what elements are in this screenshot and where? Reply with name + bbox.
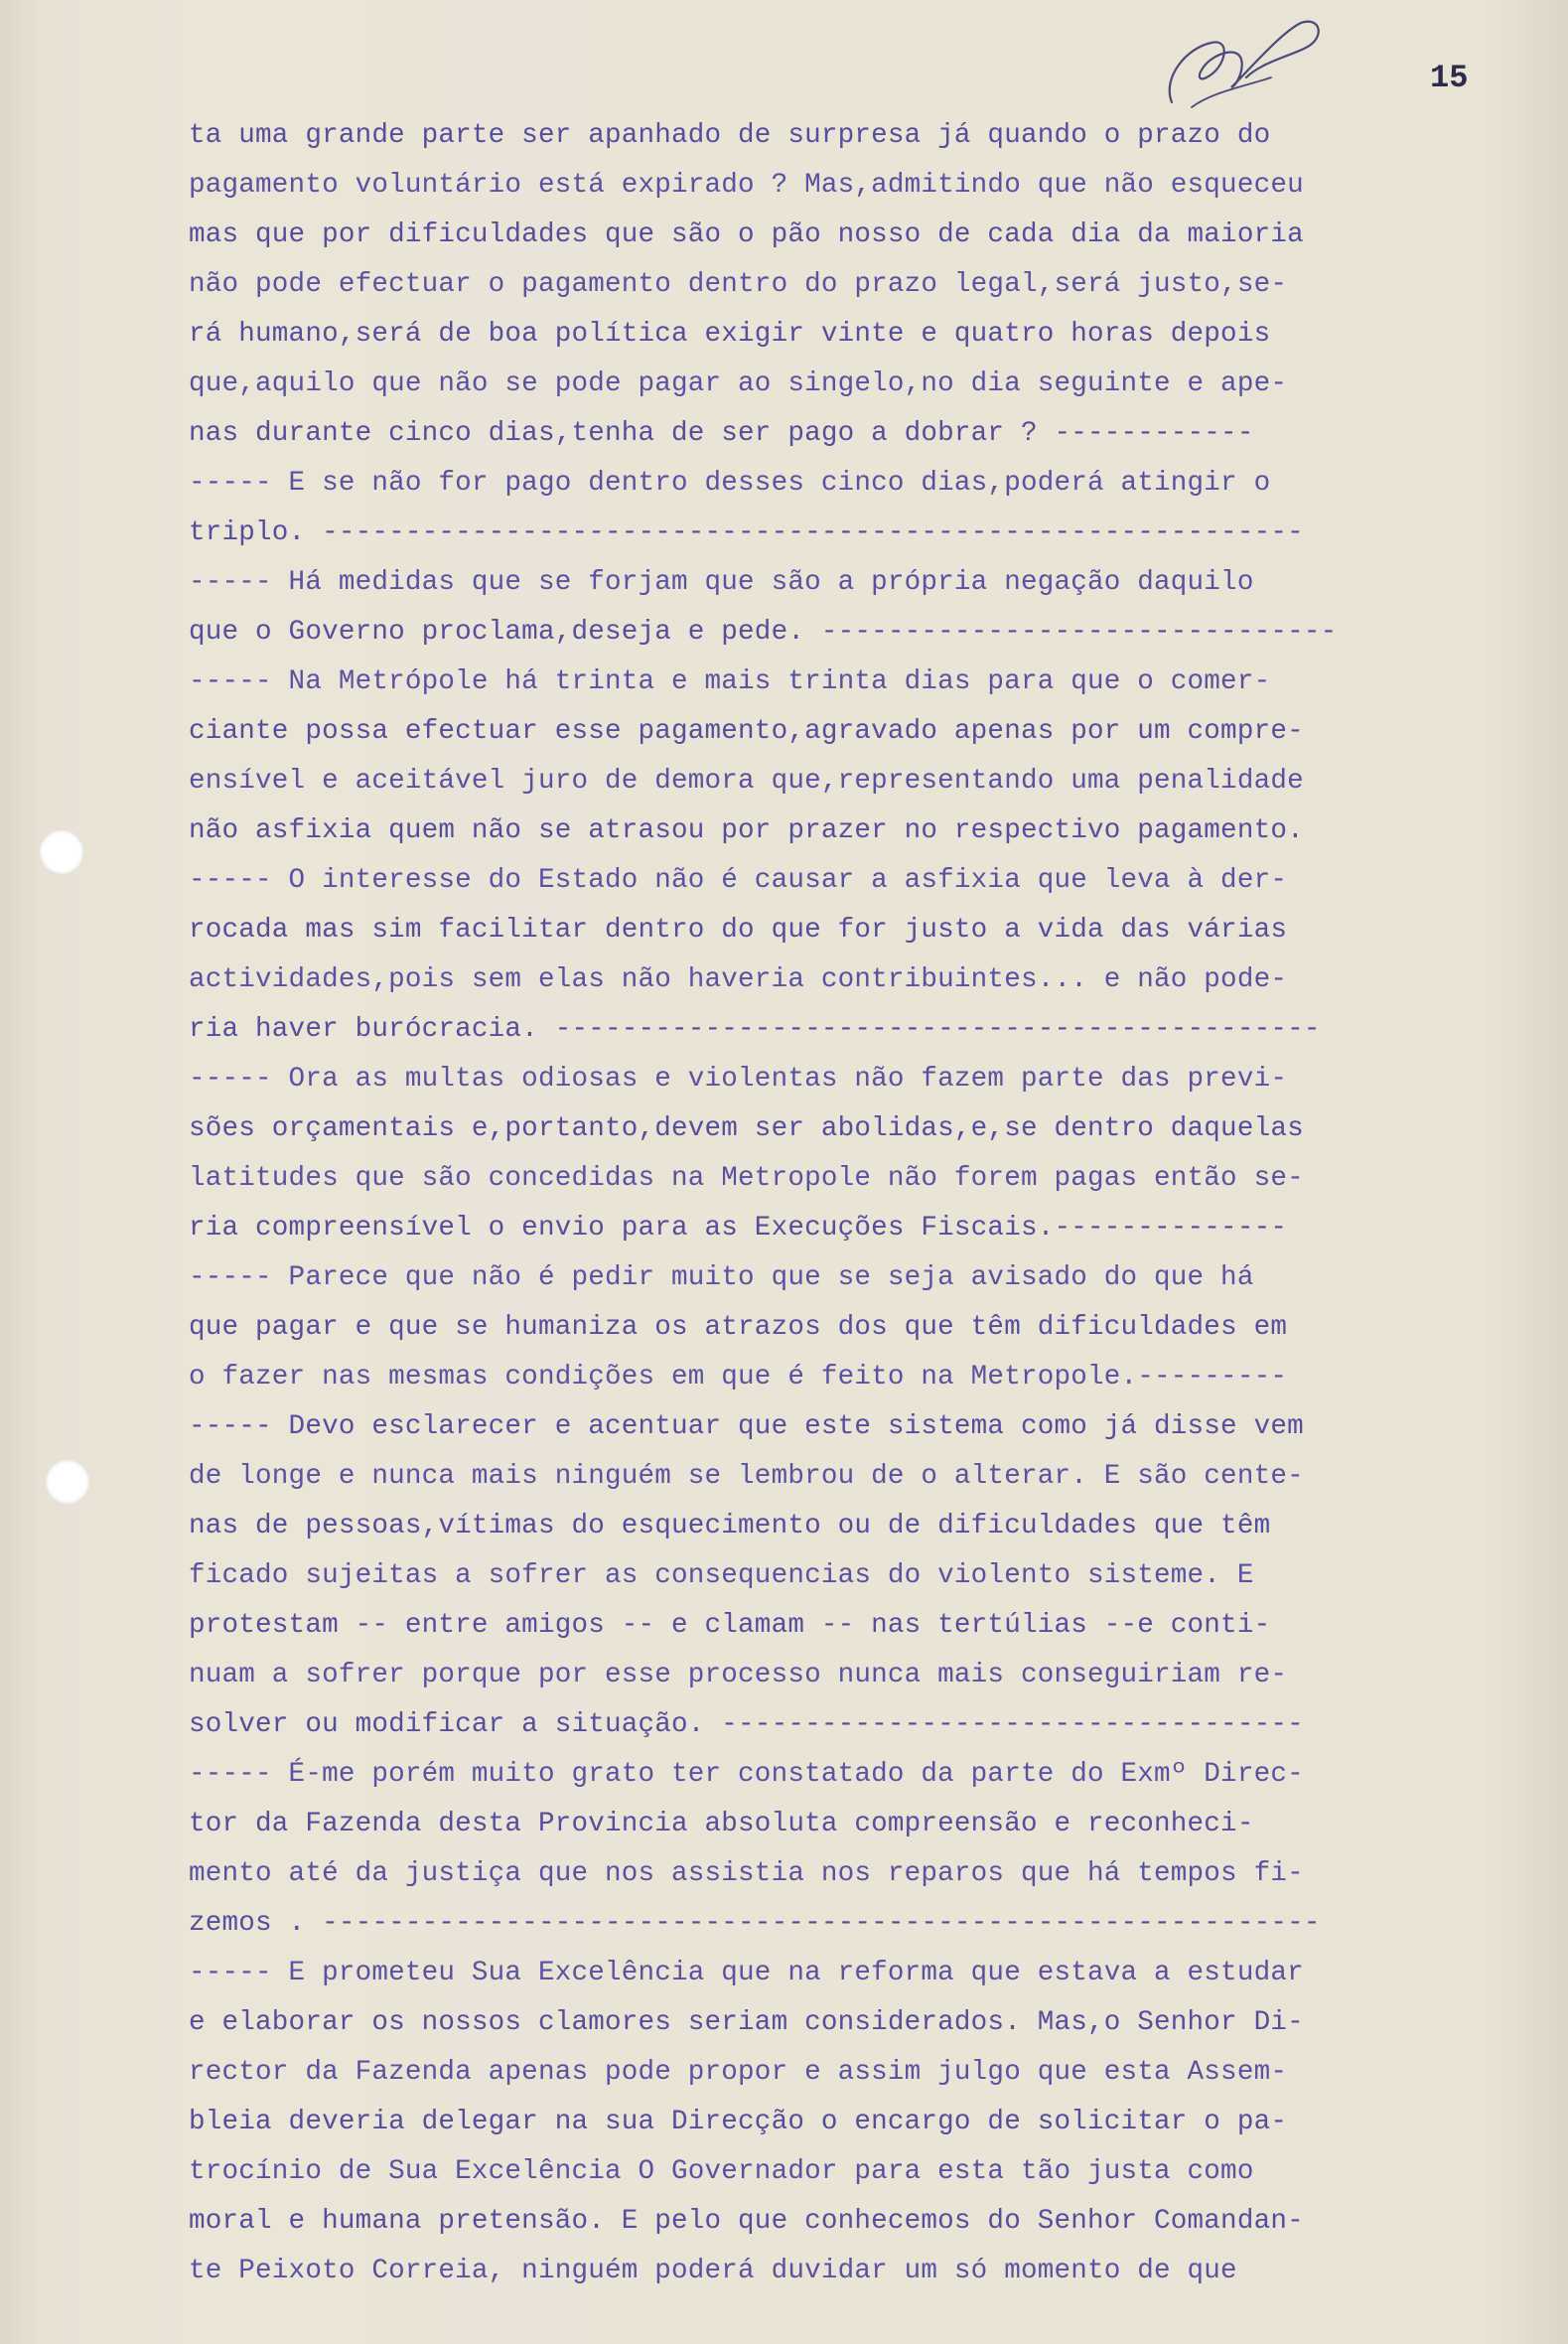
text-line: trocínio de Sua Excelência O Governador para esta tão justa como: [189, 2156, 1254, 2187]
text-line: não pode efectuar o pagamento dentro do prazo legal,será justo,se-: [189, 269, 1288, 300]
text-line: mento até da justiça que nos assistia nos reparos que há tempos fi-: [189, 1858, 1304, 1889]
text-line: moral e humana pretensão. E pelo que conhecemos do Senhor Comandan-: [189, 2206, 1304, 2237]
text-line: ----- Há medidas que se forjam que são a própria negação daquilo: [189, 567, 1254, 598]
text-line: protestam -- entre amigos -- e clamam -- nas tertúlias --e conti-: [189, 1610, 1271, 1641]
text-line: solver ou modificar a situação. -----------------------------------: [189, 1709, 1304, 1740]
text-line: o fazer nas mesmas condições em que é feito na Metropole.---------: [189, 1362, 1288, 1392]
text-line: ----- O interesse do Estado não é causar a asfixia que leva à der-: [189, 865, 1288, 896]
text-line: tor da Fazenda desta Provincia absoluta compreensão e reconheci-: [189, 1809, 1254, 1839]
text-line: ----- É-me porém muito grato ter constatado da parte do Exmº Direc-: [189, 1759, 1304, 1790]
text-line: sões orçamentais e,portanto,devem ser abolidas,e,se dentro daquelas: [189, 1113, 1304, 1144]
text-line: ----- Parece que não é pedir muito que se seja avisado do que há: [189, 1262, 1254, 1293]
text-line: e elaborar os nossos clamores seriam considerados. Mas,o Senhor Di-: [189, 2007, 1304, 2038]
text-line: triplo. -----------------------------------------------------------: [189, 517, 1304, 548]
text-line: ta uma grande parte ser apanhado de surpresa já quando o prazo do: [189, 120, 1271, 151]
text-line: nas de pessoas,vítimas do esquecimento ou de dificuldades que têm: [189, 1511, 1271, 1541]
handwritten-signature-icon: [1132, 8, 1351, 127]
text-line: ciante possa efectuar esse pagamento,agravado apenas por um compre-: [189, 716, 1304, 747]
text-line: ----- Devo esclarecer e acentuar que este sistema como já disse vem: [189, 1411, 1304, 1442]
text-line: não asfixia quem não se atrasou por prazer no respectivo pagamento.: [189, 815, 1304, 846]
text-line: rocada mas sim facilitar dentro do que for justo a vida das várias: [189, 915, 1288, 946]
punch-hole-top: [40, 830, 83, 874]
text-line: ----- E se não for pago dentro desses cinco dias,poderá atingir o: [189, 468, 1271, 499]
text-line: rector da Fazenda apenas pode propor e assim julgo que esta Assem-: [189, 2057, 1288, 2088]
text-line: que,aquilo que não se pode pagar ao singelo,no dia seguinte e ape-: [189, 368, 1288, 399]
text-line: te Peixoto Correia, ninguém poderá duvidar um só momento de que: [189, 2256, 1237, 2286]
page-number: 15: [1430, 60, 1469, 96]
text-line: nas durante cinco dias,tenha de ser pago a dobrar ? ------------: [189, 418, 1254, 449]
text-line: ria compreensível o envio para as Execuções Fiscais.--------------: [189, 1213, 1288, 1244]
text-line: que o Governo proclama,deseja e pede. -------------------------------: [189, 617, 1338, 648]
text-line: ficado sujeitas a sofrer as consequencias do violento sisteme. E: [189, 1560, 1254, 1591]
typed-text-body: [189, 111, 1559, 2296]
text-line: ----- Ora as multas odiosas e violentas não fazem parte das previ-: [189, 1064, 1288, 1095]
text-line: actividades,pois sem elas não haveria contribuintes... e não pode-: [189, 964, 1288, 995]
text-line: ----- E prometeu Sua Excelência que na reforma que estava a estudar: [189, 1958, 1304, 1988]
text-line: ria haver burócracia. ----------------------------------------------: [189, 1014, 1321, 1045]
text-line: rá humano,será de boa política exigir vinte e quatro horas depois: [189, 319, 1271, 350]
text-line: que pagar e que se humaniza os atrazos dos que têm dificuldades em: [189, 1312, 1288, 1343]
text-line: pagamento voluntário está expirado ? Mas,admitindo que não esqueceu: [189, 170, 1304, 201]
text-line: zemos . ------------------------------------------------------------: [189, 1908, 1321, 1939]
text-line: nuam a sofrer porque por esse processo nunca mais conseguiriam re-: [189, 1660, 1288, 1690]
text-line: mas que por dificuldades que são o pão nosso de cada dia da maioria: [189, 220, 1304, 250]
text-line: ensível e aceitável juro de demora que,representando uma penalidade: [189, 766, 1304, 797]
text-line: de longe e nunca mais ninguém se lembrou de o alterar. E são cente-: [189, 1461, 1304, 1492]
punch-hole-bottom: [46, 1460, 89, 1504]
text-line: latitudes que são concedidas na Metropole não forem pagas então se-: [189, 1163, 1304, 1194]
text-line: bleia deveria delegar na sua Direcção o encargo de solicitar o pa-: [189, 2107, 1288, 2137]
text-line: ----- Na Metrópole há trinta e mais trinta dias para que o comer-: [189, 666, 1271, 697]
